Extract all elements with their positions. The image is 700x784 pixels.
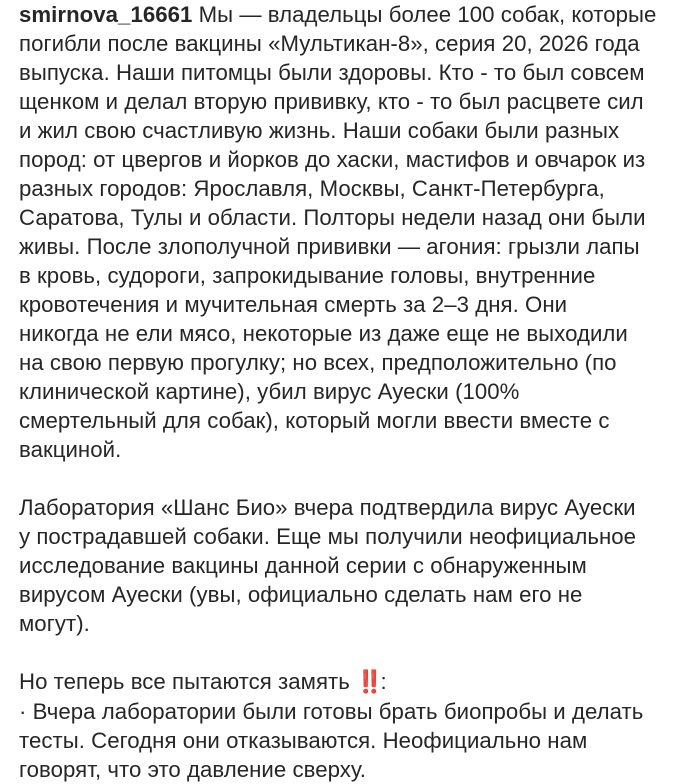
caption-line: клинической картине), убил вирус Ауески (100% — [19, 379, 520, 404]
caption-line: никогда не ели мясо, некоторые из даже еще не выходили — [19, 321, 628, 346]
caption-paragraph-3 — [19, 667, 689, 784]
caption-paragraph-1 — [19, 0, 689, 464]
caption-line: пород: от цвергов и йорков до хаски, мастифов и овчарок из — [19, 147, 646, 172]
caption-line: разных городов: Ярославля, Москвы, Санкт-Петербурга, — [19, 176, 605, 201]
double-exclamation-icon: ‼️ — [356, 670, 381, 695]
caption-paragraph-2 — [19, 493, 689, 638]
caption-line — [19, 667, 689, 697]
caption-line: вирусом Ауески (увы, официально сделать нам его не — [19, 582, 583, 607]
caption-line: в кровь, судороги, запрокидывание головы, внутренние — [19, 263, 596, 288]
caption-line: на свою первую прогулку; но всех, предположительно (по — [19, 350, 617, 375]
caption-line: смертельный для собак), который могли ввести вместе с — [19, 408, 610, 433]
caption-line: выпуска. Наши питомцы были здоровы. Кто - то был совсем — [19, 60, 645, 85]
caption-text: Мы — владельцы более 100 собак, которые — [192, 2, 657, 27]
caption-line: у пострадавшей собаки. Еще мы получили неофициальное — [19, 524, 637, 549]
caption-line: кровотечения и мучительная смерть за 2–3 дня. Они — [19, 292, 568, 317]
caption-line: живы. После злополучной прививки — агония: грызли лапы — [19, 234, 640, 259]
caption-text: Но теперь все пытаются замять — [19, 669, 357, 694]
username-link[interactable]: smirnova_16661 — [19, 2, 193, 27]
caption-line — [19, 0, 689, 29]
caption-line: и жил свою счастливую жизнь. Наши собаки были разных — [19, 118, 620, 143]
caption-line: щенком и делал вторую прививку, кто - то был расцвете сил — [19, 89, 644, 114]
caption-text: : — [380, 669, 387, 694]
caption-line: могут). — [19, 611, 90, 636]
caption-line: исследование вакцины данной серии с обнаруженным — [19, 553, 587, 578]
post-caption — [19, 0, 689, 784]
caption-line: Лаборатория «Шанс Био» вчера подтвердила вирус Ауески — [19, 495, 636, 520]
caption-line: вакциной. — [19, 437, 122, 462]
caption-line: погибли после вакцины «Мультикан-8», серия 20, 2026 года — [19, 31, 640, 56]
caption-line: · Вчера лаборатории были готовы брать биопробы и делать — [19, 699, 644, 724]
caption-line: тесты. Сегодня они отказываются. Неофициально нам — [19, 728, 588, 753]
caption-line: Саратова, Тулы и области. Полторы недели назад они были — [19, 205, 646, 230]
caption-line: говорят, что это давление сверху. — [19, 757, 367, 782]
